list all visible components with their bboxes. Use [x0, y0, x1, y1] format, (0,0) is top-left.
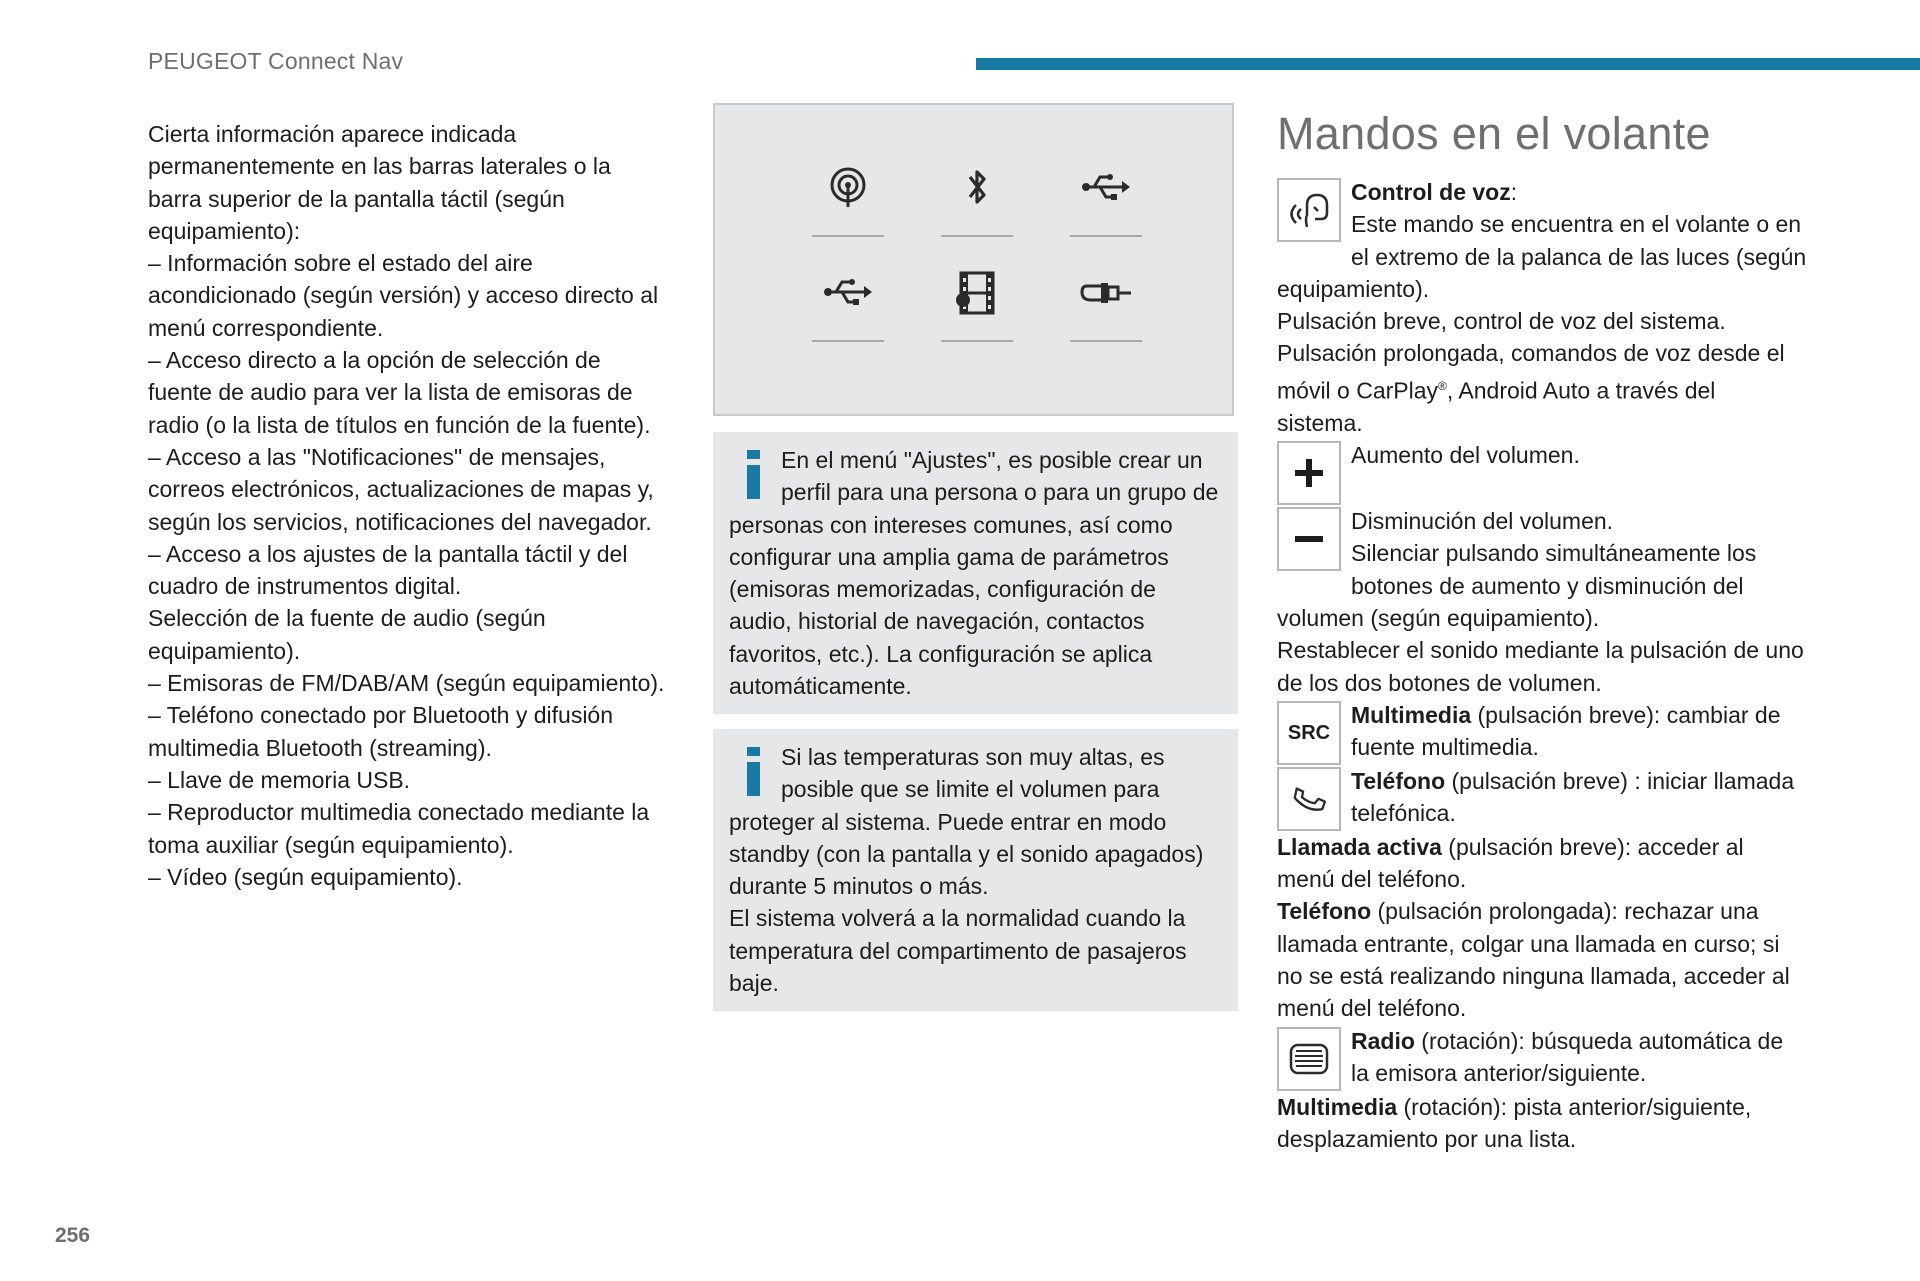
paragraph: – Acceso a los ajustes de la pantalla táctil y del cuadro de instrumentos digital. — [148, 540, 628, 600]
radio-label: Radio — [1351, 1027, 1415, 1054]
active-call-label: Llamada activa — [1277, 833, 1442, 860]
paragraph: Cierta información aparece indicada permanentemente en las barras laterales o la barra superior de la pantalla táctil (según equipamiento): — [148, 121, 611, 244]
phone-long-text — [1277, 895, 1807, 1024]
voice-text — [1277, 337, 1807, 439]
colon: : — [1510, 179, 1518, 205]
multimedia-rotation-body: (rotación): pista anterior/siguiente, desplazamiento por una lista. — [1277, 1093, 1752, 1152]
phone-text — [1277, 765, 1807, 830]
radio-text-body: (rotación): búsqueda automática de la emisora anterior/siguiente. — [1351, 1027, 1784, 1086]
bluetooth-icon[interactable] — [941, 165, 1013, 237]
paragraph: – Vídeo (según equipamiento). — [148, 863, 463, 890]
paragraph: Selección de la fuente de audio (según equipamiento). — [148, 605, 546, 664]
voice-text: Este mando se encuentra en el volante o en el extremo de la palanca de las luces (según equipamiento). — [1277, 211, 1807, 302]
header-title: PEUGEOT Connect Nav — [148, 48, 404, 74]
voice-text-part: Pulsación prolongada, comandos de voz desde el móvil o CarPlay — [1277, 340, 1785, 404]
section-title: Mandos en el volante — [1277, 108, 1711, 159]
voice-control-label: Control de voz — [1351, 179, 1511, 205]
usb-icon[interactable] — [812, 270, 884, 342]
phone-long-body: (pulsación prolongada): rechazar una llamada entrante, colgar una llamada en curso; si no se está realizando ninguna llamada, acceder al menú del teléfono. — [1277, 898, 1790, 1022]
paragraph: – Acceso a las "Notificaciones" de mensajes, correos electrónicos, actualizaciones de mapas y, según los servicios, notificaciones del navegador. — [148, 443, 654, 535]
src-text — [1277, 699, 1807, 764]
paragraph: – Reproductor multimedia conectado mediante la toma auxiliar (según equipamiento). — [148, 799, 650, 858]
note-text: En el menú "Ajustes", es posible crear un perfil para una persona o para un grupo de personas con intereses comunes, así como configurar una amplia gama de parámetros (emisoras memorizadas, configuración de audio, historial de navegación, contactos favoritos, etc.). La configuración se aplica automáticamente. — [729, 447, 1219, 700]
left-column — [148, 118, 668, 893]
video-icon[interactable] — [941, 270, 1013, 342]
voice-text-part: , Android Auto a través del sistema. — [1277, 377, 1716, 436]
volume-down-text: Silenciar pulsando simultáneamente los botones de aumento y disminución del volumen (según equipamiento). — [1277, 540, 1757, 631]
radio-icon[interactable] — [812, 165, 884, 237]
multimedia-rotation-text — [1277, 1091, 1807, 1156]
audio-source-panel — [713, 103, 1234, 416]
info-icon — [741, 450, 767, 502]
active-call-text — [1277, 831, 1807, 896]
voice-control-text — [1277, 176, 1807, 305]
paragraph: – Emisoras de FM/DAB/AM (según equipamiento). — [148, 670, 665, 697]
active-call-body: (pulsación breve): acceder al menú del teléfono. — [1277, 833, 1744, 893]
volume-down-text: Restablecer el sonido mediante la pulsación de uno de los dos botones de volumen. — [1277, 637, 1804, 696]
info-icon — [741, 747, 767, 799]
phone-text-body: (pulsación breve) : iniciar llamada telefónica. — [1351, 767, 1795, 827]
src-text-body: (pulsación breve): cambiar de fuente multimedia. — [1351, 701, 1781, 761]
registered-mark: ® — [1438, 378, 1447, 393]
multimedia-rotation-label: Multimedia — [1277, 1093, 1398, 1120]
voice-control-icon — [1277, 178, 1341, 242]
volume-down-text: Disminución del volumen. — [1351, 508, 1614, 535]
voice-text: Pulsación breve, control de voz del sistema. — [1277, 308, 1726, 335]
volume-up-icon — [1277, 441, 1341, 505]
radio-text — [1277, 1025, 1807, 1090]
info-note-ajustes — [713, 432, 1238, 714]
phone-long-label: Teléfono — [1277, 898, 1372, 925]
page-number: 256 — [55, 1224, 91, 1247]
volume-up-text: Aumento del volumen. — [1351, 442, 1580, 469]
src-label: SRC — [1287, 721, 1331, 744]
volume-down-icon — [1277, 507, 1341, 571]
phone-icon — [1277, 767, 1341, 831]
header-accent-bar — [976, 58, 1920, 70]
thumbwheel-icon — [1277, 1027, 1341, 1091]
paragraph: – Acceso directo a la opción de selección de fuente de audio para ver la lista de emisoras de radio (o la lista de títulos en función de la fuente). — [148, 347, 651, 438]
paragraph: – Información sobre el estado del aire acondicionado (según versión) y acceso directo al menú correspondiente. — [148, 250, 659, 341]
phone-label: Teléfono — [1351, 767, 1446, 794]
src-text-label: Multimedia — [1351, 701, 1472, 728]
paragraph: – Llave de memoria USB. — [148, 766, 411, 793]
right-column — [1277, 104, 1807, 1155]
note-text: Si las temperaturas son muy altas, es posible que se limite el volumen para proteger al sistema. Puede entrar en modo standby (con la pantalla y el sonido apagados) durante 5 minutos o más. — [729, 744, 1204, 900]
usb-icon[interactable] — [1070, 165, 1142, 237]
paragraph: – Teléfono conectado por Bluetooth y difusión multimedia Bluetooth (streaming). — [148, 702, 614, 761]
aux-jack-icon[interactable] — [1070, 270, 1142, 342]
info-note-temperatura — [713, 729, 1238, 1011]
src-button-icon — [1277, 701, 1341, 765]
note-text: El sistema volverá a la normalidad cuando la temperatura del compartimento de pasajeros baje. — [729, 905, 1187, 997]
